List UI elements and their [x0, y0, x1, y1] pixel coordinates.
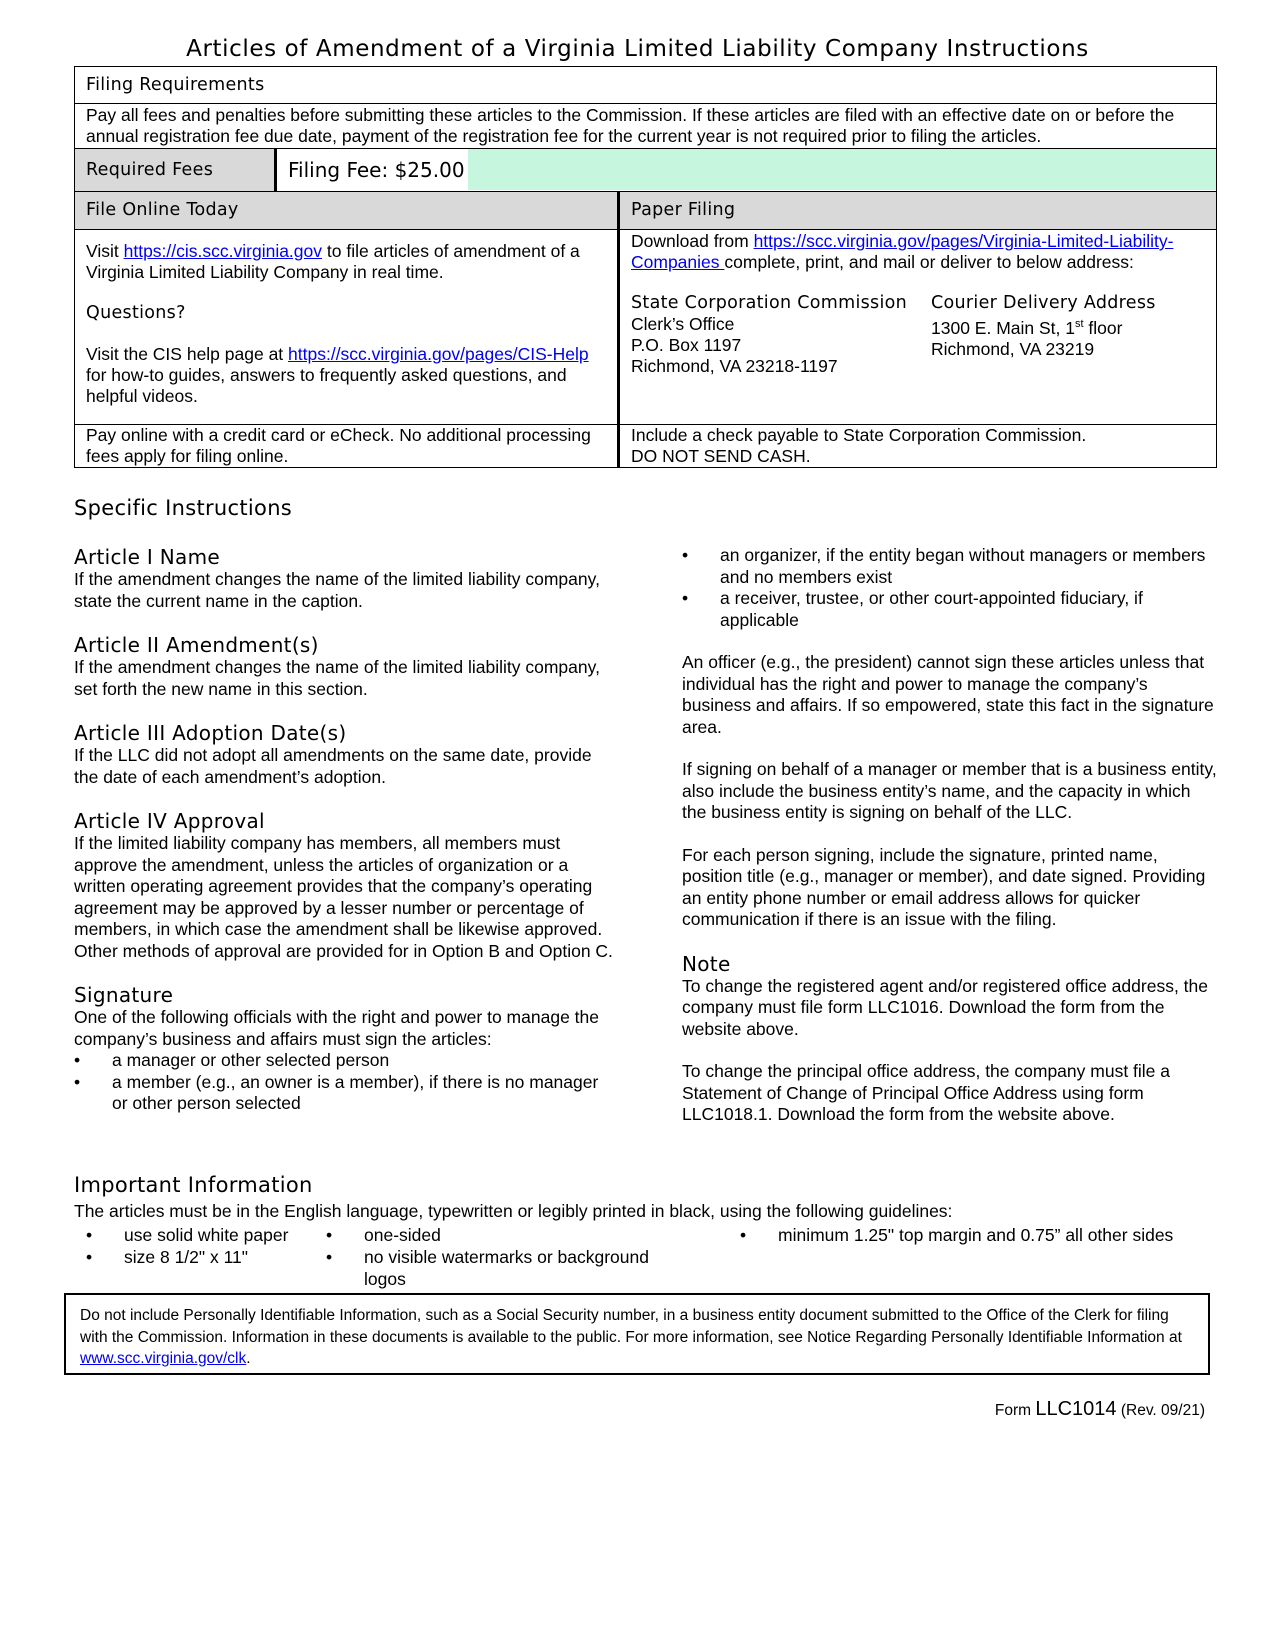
- entity-text: If signing on behalf of a manager or member that is a business entity, also include the business entity’s name, and the capacity in which the business entity is signing on behalf of the LLC.: [682, 759, 1217, 822]
- article-iv-heading: Article IV Approval: [74, 809, 265, 833]
- pii-notice: Do not include Personally Identifiable Information, such as a Social Security number, in a business entity document submitted to the Office of the Clerk for filing with the Commission. Information in these documents is available to the public. For more information, see Notice Regarding Personally Identifiable Information at www.scc.virginia.gov/clk.: [64, 1293, 1210, 1375]
- filing-fee-cell: [276, 149, 1217, 192]
- paper-filing-heading: Paper Filing: [619, 192, 1217, 230]
- important-information-heading: Important Information: [74, 1173, 313, 1197]
- signature-list-continued: [682, 545, 1217, 631]
- online-visit-text: Visit https://cis.scc.virginia.gov to file articles of amendment of a Virginia Limited Liability Company in real time.: [86, 241, 580, 282]
- form-code: LLC1014: [1035, 1398, 1117, 1420]
- guidelines-list-2: [326, 1224, 676, 1290]
- required-fees-label: Required Fees: [75, 149, 276, 192]
- filing-fee: Filing Fee: $25.00: [277, 150, 468, 190]
- list-item: • a member (e.g., an owner is a member), if there is no manager or other person selected: [74, 1072, 614, 1115]
- list-item: • use solid white paper: [86, 1224, 306, 1246]
- form-footer: Form LLC1014 (Rev. 09/21): [994, 1398, 1205, 1420]
- form-revision: (Rev. 09/21): [1116, 1402, 1205, 1419]
- important-information-text: The articles must be in the English language, typewritten or legibly printed in black, using the following guidelines:: [74, 1201, 953, 1221]
- list-item: • no visible watermarks or background logos: [326, 1246, 676, 1290]
- specific-instructions-left-column: [74, 545, 614, 1115]
- cis-help-link[interactable]: https://scc.virginia.gov/pages/CIS-Help: [288, 344, 589, 364]
- list-item: • a manager or other selected person: [74, 1050, 614, 1072]
- filing-requirements-text: Pay all fees and penalties before submitting these articles to the Commission. If these articles are filed with an effective date on or before the annual registration fee due date, payment of the registration fee for the current year is not required prior to filing the articles.: [75, 104, 1217, 149]
- list-item: • one-sided: [326, 1224, 676, 1246]
- list-item: • an organizer, if the entity began without managers or members and no members exist: [682, 545, 1217, 588]
- article-iv-text: If the limited liability company has members, all members must approve the amendment, unless the articles of organization or a written operating agreement provides that the company’s operating agreement may be approved by a lesser number or percentage of members, in which case the amendment shall be likewise approved. Other methods of approval are provided for in Option B and Option C.: [74, 833, 613, 961]
- person-signing-text: For each person signing, include the signature, printed name, position title (e.g., manager or member), and date signed. Providing an entity phone number or email address allows for quicker communication if there is an issue with the filing.: [682, 844, 1206, 929]
- specific-instructions-right-column: [682, 545, 1217, 1126]
- paper-filing-body: [619, 230, 1217, 425]
- questions-label: Questions?: [86, 303, 186, 323]
- list-item: • a receiver, trustee, or other court-appointed fiduciary, if applicable: [682, 588, 1217, 631]
- online-payment-text: Pay online with a credit card or eCheck. No additional processing fees apply for filing online.: [75, 425, 619, 468]
- signature-heading: Signature: [74, 983, 174, 1007]
- note-text-registered-agent: To change the registered agent and/or registered office address, the company must file form LLC1016. Download the form from the website above.: [682, 975, 1208, 1039]
- filing-fee-highlight: [468, 149, 1216, 190]
- officer-text: An officer (e.g., the president) cannot sign these articles unless that individual has the right and power to manage the company’s business and affairs. If so empowered, state this fact in the signature area.: [682, 652, 1214, 737]
- pii-text: Do not include Personally Identifiable Information, such as a Social Security number, in a business entity document submitted to the Office of the Clerk for filing with the Commission. Information in these documents is available to the public. For more information, see Notice Regarding Personally Identifiable Information at: [80, 1307, 1182, 1346]
- file-online-heading: File Online Today: [75, 192, 619, 230]
- article-ii-text: If the amendment changes the name of the limited liability company, set forth the new name in this section.: [74, 657, 600, 699]
- file-online-body: [75, 230, 619, 425]
- filing-requirements-heading: Filing Requirements: [75, 67, 1217, 104]
- article-iii-heading: Article III Adoption Date(s): [74, 721, 347, 745]
- clerk-link[interactable]: www.scc.virginia.gov/clk: [80, 1350, 247, 1367]
- list-item: • size 8 1/2" x 11": [86, 1246, 306, 1268]
- article-iii-text: If the LLC did not adopt all amendments on the same date, provide the date of each amendment’s adoption.: [74, 745, 592, 787]
- article-i-heading: Article I Name: [74, 545, 220, 569]
- virginia-llc-link[interactable]: https://scc.virginia.gov/pages/Virginia-Limited-Liability-Companies: [631, 231, 1174, 272]
- note-text-principal-office: To change the principal office address, the company must file a Statement of Change of Principal Office Address using form LLC1018.1. Download the form from the website above.: [682, 1061, 1171, 1124]
- note-heading: Note: [682, 951, 731, 976]
- paper-download-text: Download from https://scc.virginia.gov/pages/Virginia-Limited-Liability-Companies complete, print, and mail or deliver to below address:: [631, 231, 1174, 272]
- signature-list: [74, 1050, 614, 1115]
- signature-text: One of the following officials with the right and power to manage the company’s business and affairs must sign the articles:: [74, 1007, 599, 1049]
- specific-instructions-heading: Specific Instructions: [74, 496, 293, 520]
- filing-requirements-table: [74, 66, 1217, 468]
- article-i-text: If the amendment changes the name of the limited liability company, state the current name in the caption.: [74, 569, 600, 611]
- cis-link[interactable]: https://cis.scc.virginia.gov: [123, 241, 323, 261]
- list-item: • minimum 1.25" top margin and 0.75” all other sides: [740, 1224, 1220, 1246]
- guidelines-list-1: [86, 1224, 306, 1268]
- guidelines-list-3: [740, 1224, 1220, 1246]
- courier-address: Courier Delivery Address 1300 E. Main St, 1st floor Richmond, VA 23219: [931, 293, 1156, 359]
- help-text: Visit the CIS help page at https://scc.virginia.gov/pages/CIS-Help for how-to guides, answers to frequently asked questions, and helpful videos.: [86, 344, 589, 406]
- paper-payment-text: Include a check payable to State Corporation Commission. DO NOT SEND CASH.: [619, 425, 1217, 468]
- page-title: Articles of Amendment of a Virginia Limited Liability Company Instructions: [186, 36, 1089, 62]
- mailing-address: State Corporation Commission Clerk’s Office P.O. Box 1197 Richmond, VA 23218-1197: [631, 293, 908, 376]
- article-ii-heading: Article II Amendment(s): [74, 633, 319, 657]
